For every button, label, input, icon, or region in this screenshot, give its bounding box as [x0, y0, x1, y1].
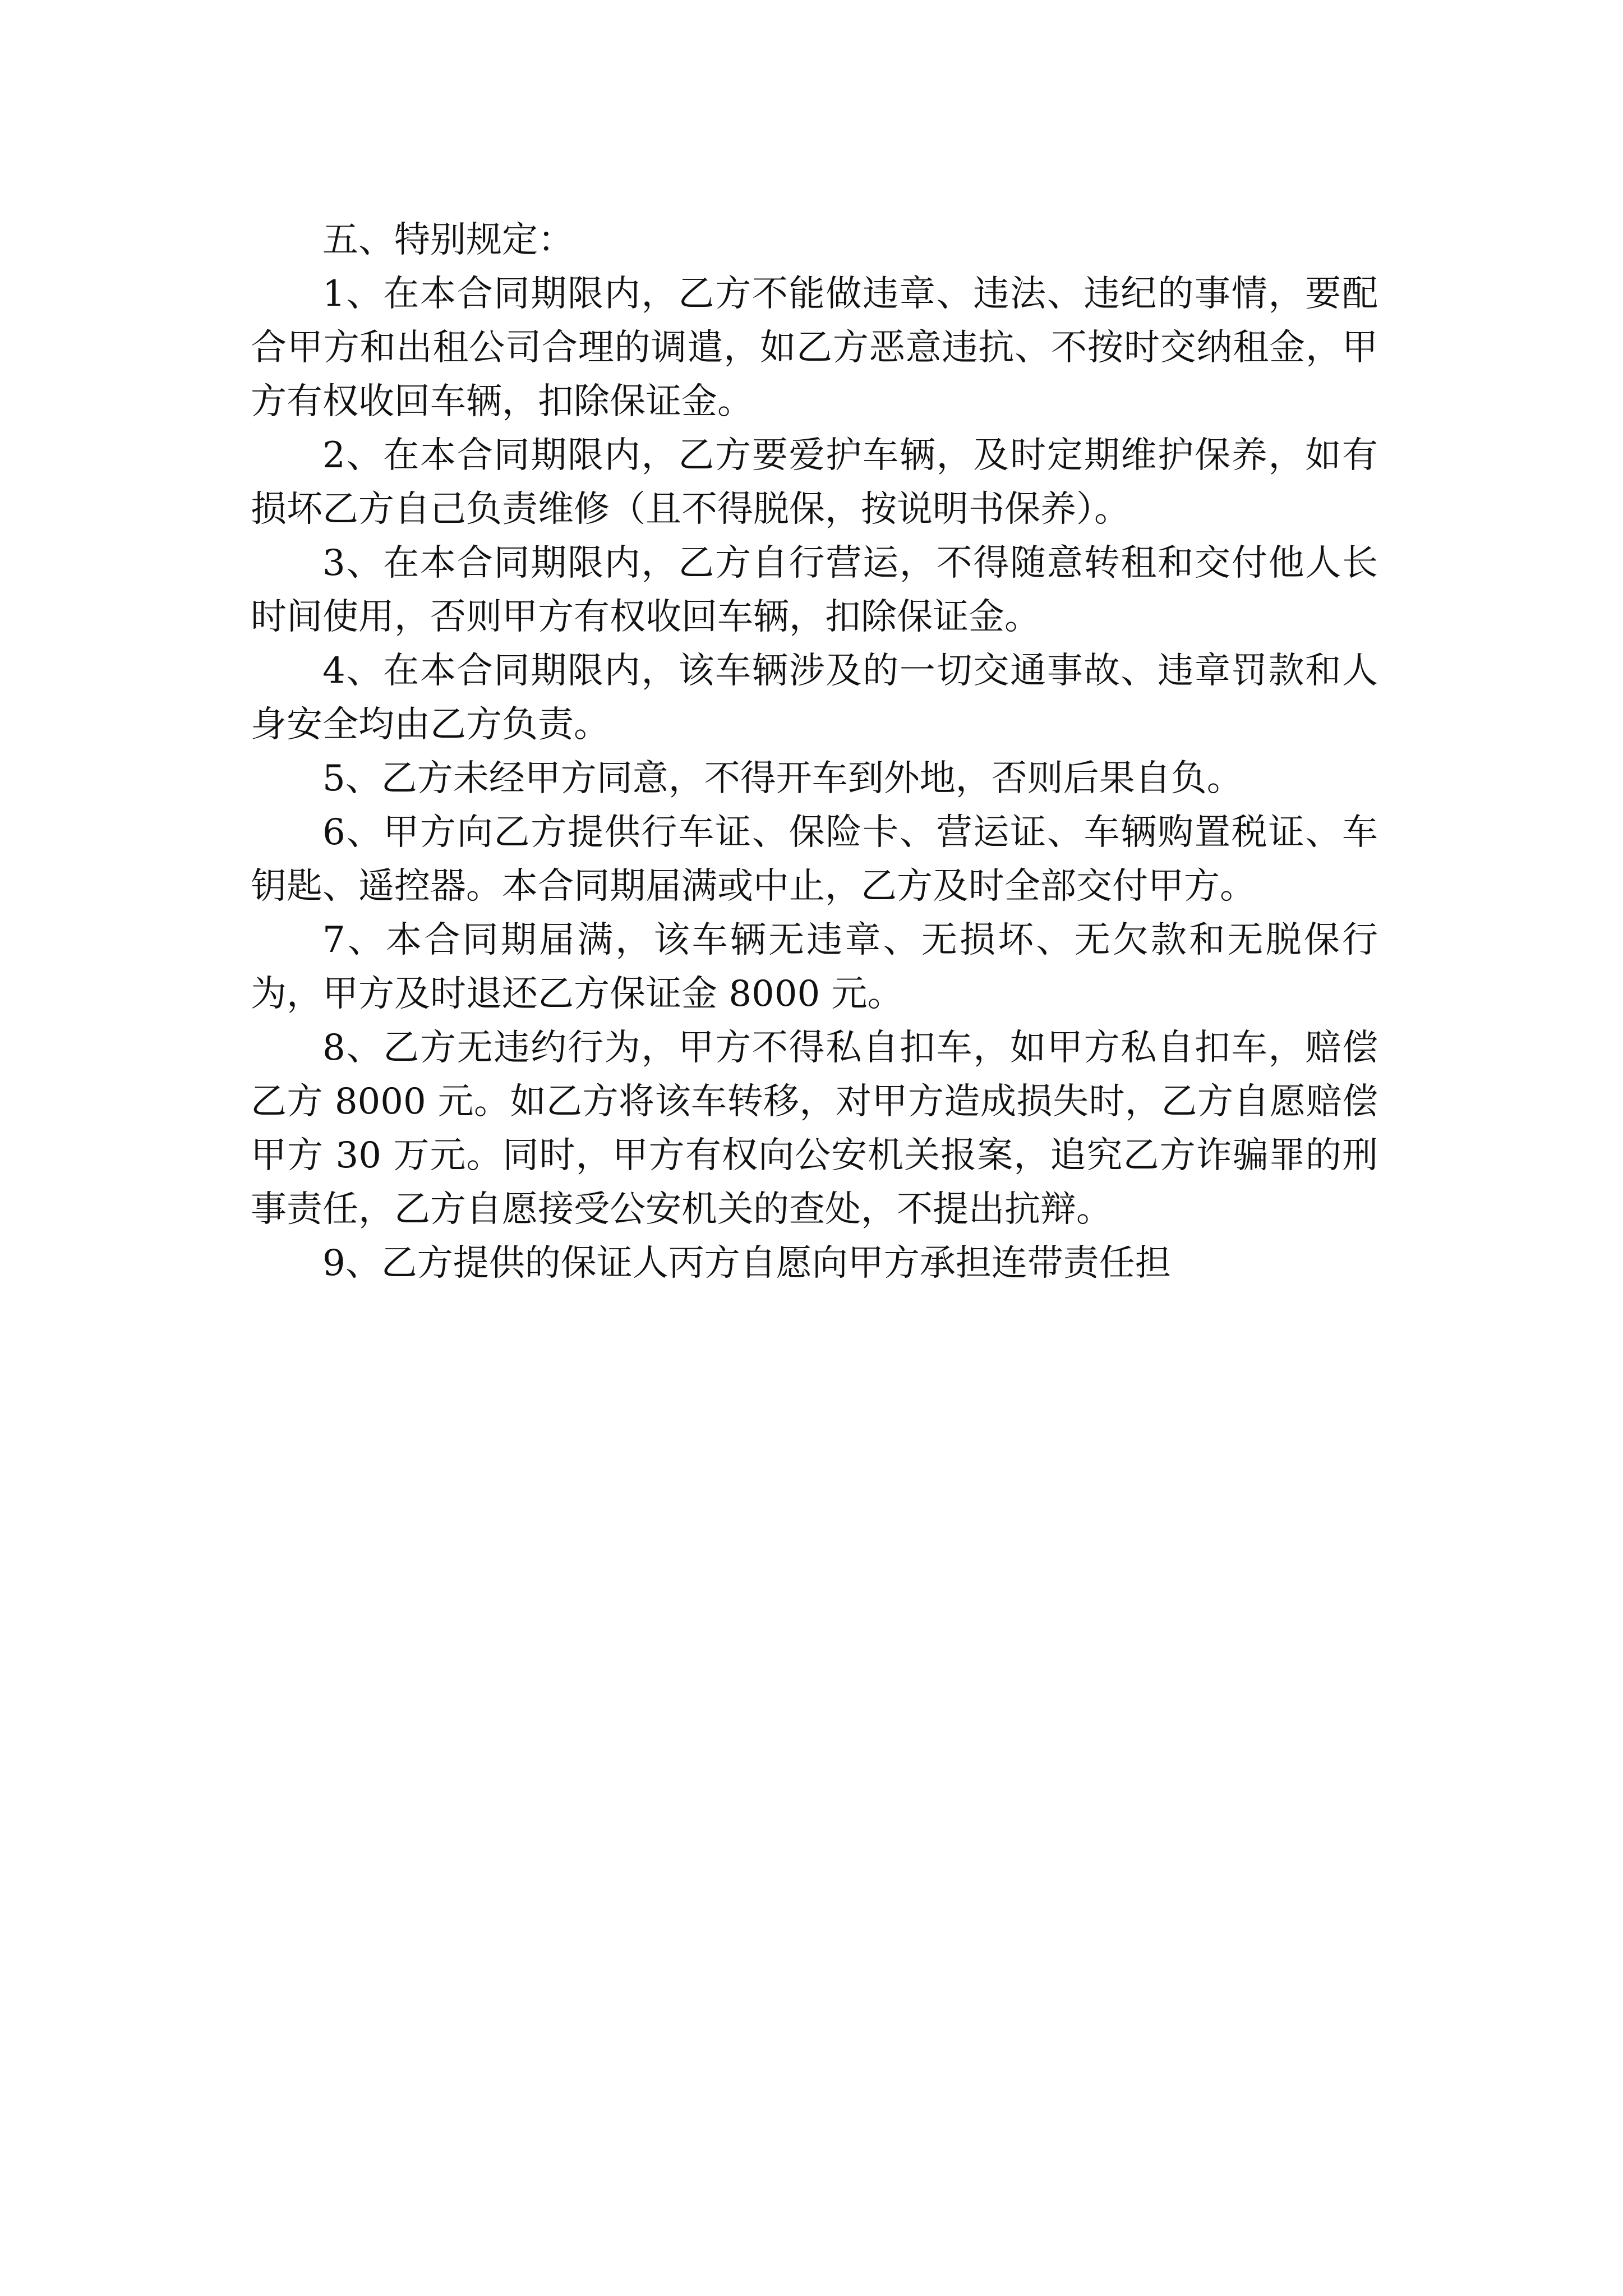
clause-5: 5、乙方未经甲方同意，不得开车到外地，否则后果自负。 [322, 758, 1243, 799]
clause-8: 8、乙方无违约行为，甲方不得私自扣车，如甲方私自扣车，赔偿乙方 8000 元。如乙方将该车转移，对甲方造成损失时，乙方自愿赔偿甲方 30 万元。同时，甲方有权向公安机关报案，追究乙方诈骗罪的刑事责任，乙方自愿接受公安机关的查处，不提出抗辩。 [251, 1027, 1378, 1230]
clause-4: 4、在本合同期限内，该车辆涉及的一切交通事故、违章罚款和人身安全均由乙方负责。 [251, 650, 1378, 746]
clause-1: 1、在本合同期限内，乙方不能做违章、违法、违纪的事情，要配合甲方和出租公司合理的调遣，如乙方恶意违抗、不按时交纳租金，甲方有权收回车辆，扣除保证金。 [251, 273, 1378, 422]
clause-3: 3、在本合同期限内，乙方自行营运，不得随意转租和交付他人长时间使用，否则甲方有权收回车辆，扣除保证金。 [251, 542, 1378, 638]
clause-6: 6、甲方向乙方提供行车证、保险卡、营运证、车辆购置税证、车钥匙、遥控器。本合同期届满或中止，乙方及时全部交付甲方。 [251, 812, 1378, 907]
clause-9: 9、乙方提供的保证人丙方自愿向甲方承担连带责任担 [322, 1243, 1171, 1284]
section-heading: 五、特别规定： [322, 219, 574, 261]
document-body [251, 213, 1378, 1290]
clause-2: 2、在本合同期限内，乙方要爱护车辆，及时定期维护保养，如有损坏乙方自己负责维修（且不得脱保，按说明书保养）。 [251, 435, 1378, 530]
clause-7: 7、本合同期届满，该车辆无违章、无损坏、无欠款和无脱保行为，甲方及时退还乙方保证金 8000 元。 [251, 919, 1378, 1015]
